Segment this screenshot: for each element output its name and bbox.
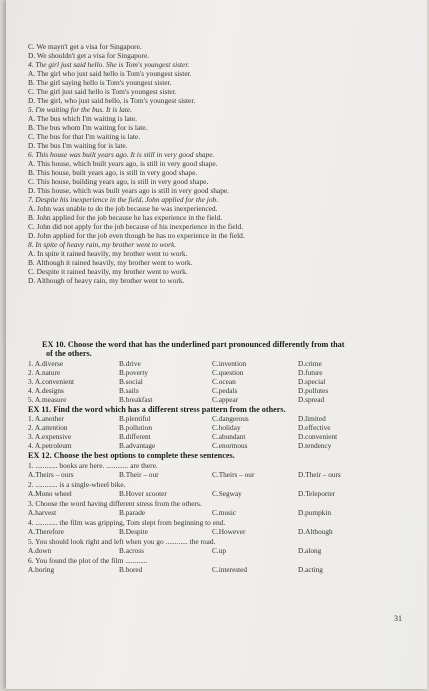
question-line: 6. This house was built years ago. It is still in very good shape.: [28, 150, 215, 159]
option-line: C. Despite it rained heavily, my brother went to work.: [28, 267, 188, 276]
option-line: C. John did not apply for the job because of his inexperience in the field.: [28, 222, 244, 231]
ex11-row: 2. A. attention B. pollution C. holiday D. effective: [28, 423, 331, 432]
ex10-row: 4. A. designs B. sails C. pedals D. pollutes: [28, 386, 329, 395]
option-line: D. We shouldn't get a visa for Singapore.: [28, 51, 150, 60]
exercise-10-heading-cont: of the others.: [46, 349, 92, 358]
option-line: D. Although of heavy rain, my brother went to work.: [28, 276, 185, 285]
ex12-options: A. down B. across C. up D. along: [28, 546, 322, 555]
option-line: B. John applied for the job because he has experience in the field.: [28, 213, 223, 222]
option-line: B. This house, built years ago, is still in very good shape.: [28, 168, 198, 177]
ex12-question: 5. You should look right and left when you go ............ the road.: [28, 537, 216, 546]
option-line: A. The bus which I'm waiting is late.: [28, 114, 137, 123]
ex11-row: 1. A. another B. plentiful C. dangerous D. limited: [28, 414, 326, 423]
page-number: 31: [394, 614, 402, 623]
option-line: C. The bus for that I'm waiting is late.: [28, 132, 141, 141]
question-line: 8. In spite of heavy rain, my brother went to work.: [28, 240, 177, 249]
question-line: 5. I'm waiting for the bus. It is late.: [28, 105, 133, 114]
option-line: A. The girl who just said hello is Tom's youngest sister.: [28, 69, 192, 78]
worksheet-page: [6, 0, 427, 689]
ex12-options: A. Therefore B. Despite C. However D. Although: [28, 527, 333, 536]
option-line: A. In spite it rained heavily, my brother went to work.: [28, 249, 188, 258]
exercise-11-heading: EX 11. Find the word which has a different stress pattern from the others.: [28, 405, 286, 414]
ex11-row: 4. A. petroleum B. advantage C. enormous D. tendency: [28, 441, 332, 450]
option-line: C. We mayn't get a visa for Singapore.: [28, 42, 142, 51]
option-line: B. Although it rained heavily, my brother went to work.: [28, 258, 193, 267]
option-line: D. This house, which was built years ago is still in very good shape.: [28, 186, 230, 195]
ex12-question: 6. You found the plot of the film ............: [28, 556, 148, 565]
ex10-row: 1. A. diverse B. drive C. invention D. crime: [28, 359, 322, 368]
ex12-question: 2. ............ is a single-wheel bike.: [28, 480, 126, 489]
ex12-options: A. Theirs – ours B. Their – our C. Theirs – our D. Their – ours: [28, 470, 341, 479]
option-line: D. John applied for the job even though he has no experience in the field.: [28, 231, 245, 240]
option-line: D. The bus I'm waiting for is late.: [28, 141, 128, 150]
question-line: 4. The girl just said hello. She is Tom's youngest sister.: [28, 60, 190, 69]
option-line: B. The bus whom I'm waiting for is late.: [28, 123, 148, 132]
option-line: A. This house, which built years ago, is still in very good shape.: [28, 159, 218, 168]
ex12-options: A. harvest B. parade C. music D. pumpkin: [28, 508, 332, 517]
option-line: A. John was unable to do the job because he was inexperienced.: [28, 204, 218, 213]
exercise-12-heading: EX 12. Choose the best options to complete these sentences.: [28, 451, 235, 460]
option-line: C. The girl just said hello is Tom's youngest sister.: [28, 87, 177, 96]
option-line: C. This house, building years ago, is still in very good shape.: [28, 177, 209, 186]
ex12-options: A. Mono wheel B. Hover scooter C. Segway D. Teleporter: [28, 489, 335, 498]
exercise-10-heading: EX 10. Choose the word that has the underlined part pronounced differently from that: [42, 340, 345, 349]
ex12-question: 3. Choose the word having different stress from the others.: [28, 499, 202, 508]
ex12-question: 1. ............ books are here. ............ are there.: [28, 461, 158, 470]
option-line: B. The girl saying hello is Tom's youngest sister.: [28, 78, 172, 87]
ex10-row: 3. A. convenient B. social C. ocean D. special: [28, 377, 326, 386]
ex12-question: 4. ............ the film was gripping, Tom slept from beginning to end.: [28, 518, 226, 527]
option-line: D. The girl, who just said hello, is Tom's youngest sister.: [28, 96, 196, 105]
ex10-row: 5. A. measure B. breakfast C. appear D. spread: [28, 395, 325, 404]
question-line: 7. Despite his inexperience in the field, John applied for the job.: [28, 195, 219, 204]
ex11-row: 3. A. expensive B. different C. abundant D. convenient: [28, 432, 338, 441]
ex12-options: A. boring B. bored C. interested D. acting: [28, 565, 323, 574]
ex10-row: 2. A. nature B. poverty C. question D. future: [28, 368, 323, 377]
